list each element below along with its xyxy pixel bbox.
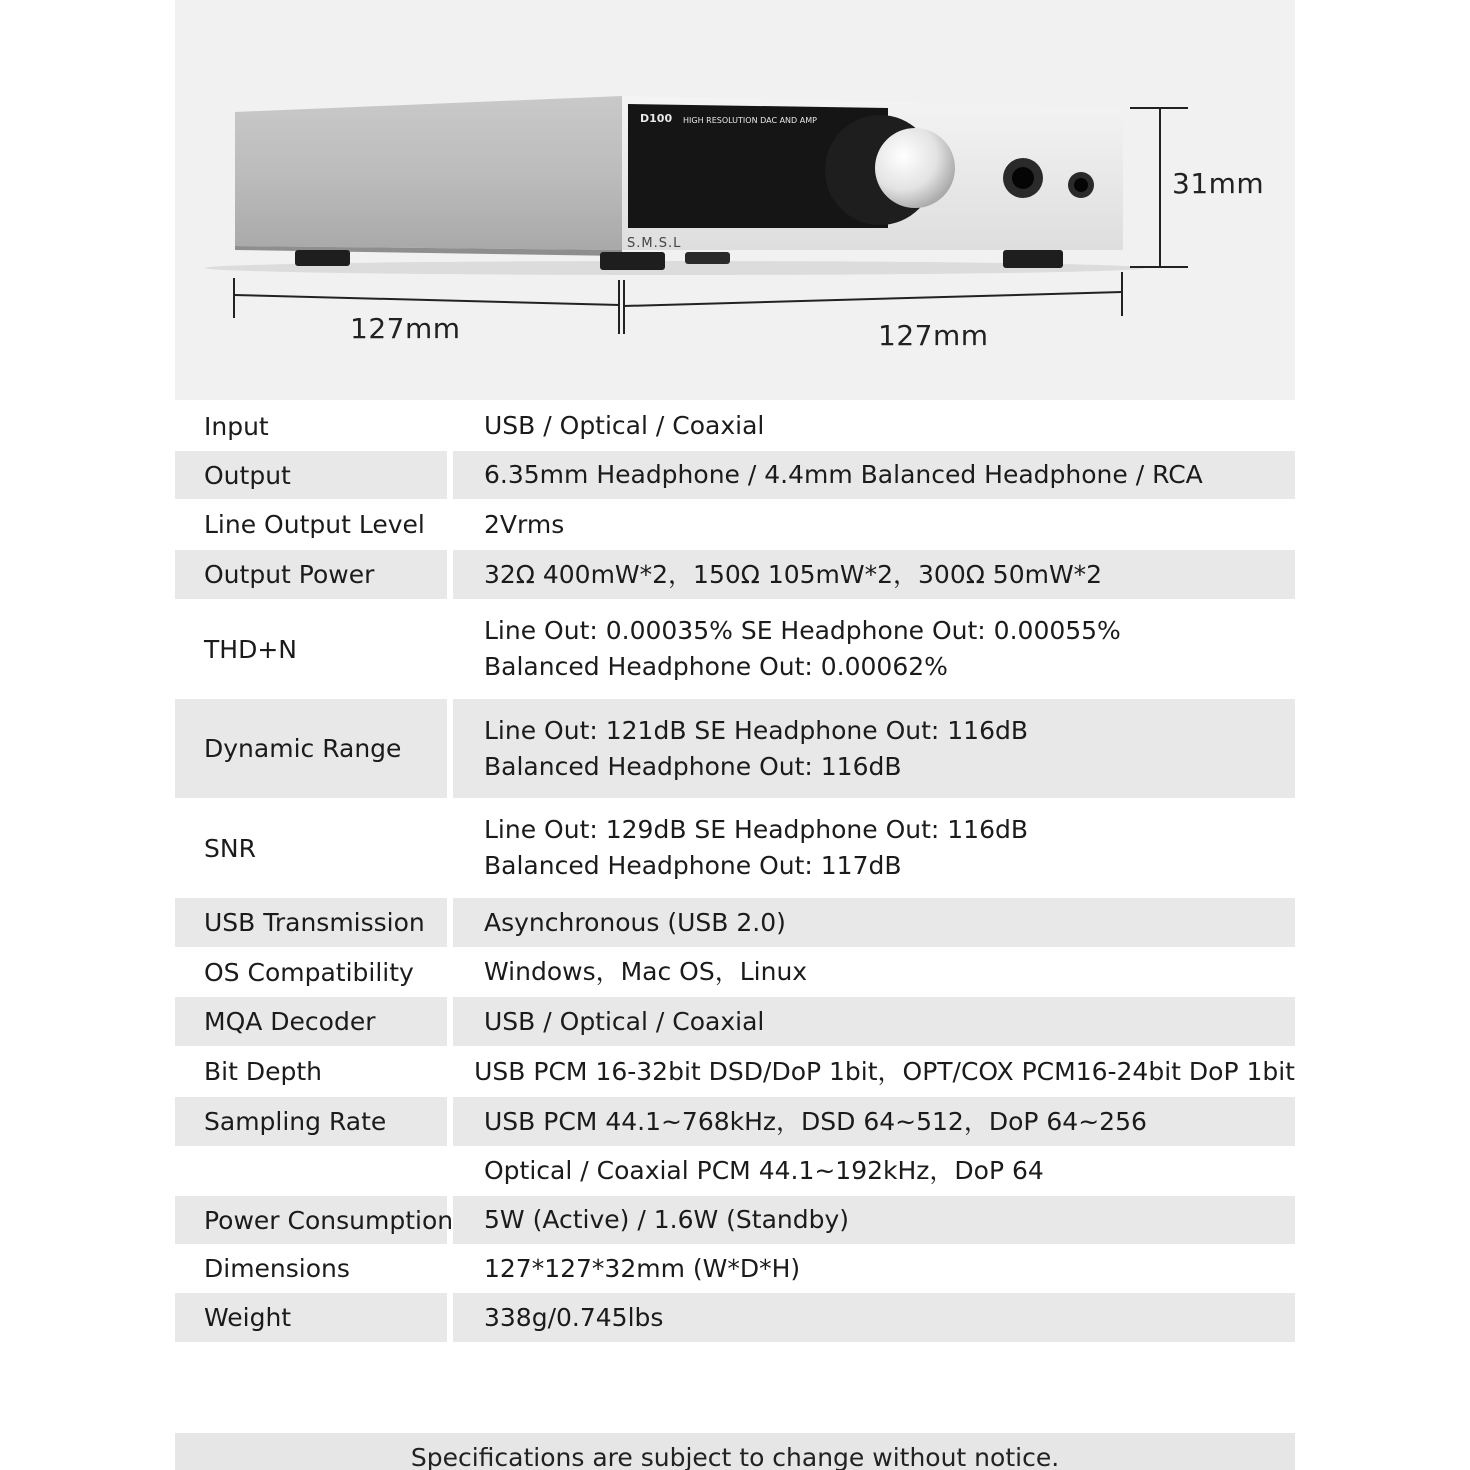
spec-value-cell (453, 1244, 1295, 1293)
device-side-panel (235, 96, 622, 250)
height-label: 31mm (1172, 167, 1265, 200)
spec-label (175, 1146, 447, 1196)
spec-row-line-output-level (175, 499, 1295, 550)
spec-label: Sampling Rate (175, 1097, 447, 1146)
volume-knob-icon (875, 128, 955, 208)
spec-label: Dynamic Range (175, 699, 447, 798)
spec-row-input (175, 401, 1295, 451)
spec-value: Balanced Headphone Out: 0.00062% (484, 652, 948, 681)
spec-row-output-power (175, 550, 1295, 599)
spec-row-bit-depth (175, 1046, 1295, 1097)
spec-label: Output Power (175, 550, 447, 599)
product-hero (175, 0, 1295, 400)
spec-label: Weight (175, 1293, 447, 1342)
spec-label: SNR (204, 833, 256, 863)
spec-value: Line Out: 121dB SE Headphone Out: 116dB (484, 715, 1029, 745)
spec-value: Balanced Headphone Out: 116dB (484, 751, 902, 781)
spec-row-mqa-decoder (175, 997, 1295, 1046)
spec-value-cell (443, 1046, 1295, 1097)
model-logo: D100 (640, 112, 673, 125)
spec-value-cell (453, 798, 1295, 898)
spec-value: USB PCM 16-32bit DSD/DoP 1bit，OPT/COX PCM16-24bit DoP 1bit (474, 1056, 1295, 1086)
depth-dim-line (624, 292, 1122, 306)
spec-row-dimensions (175, 1244, 1295, 1293)
device-foot (600, 252, 665, 270)
spec-row-power-consumption (175, 1196, 1295, 1244)
spec-value: Windows，Mac OS，Linux (484, 957, 808, 986)
spec-value: 338g/0.745lbs (484, 1302, 664, 1332)
spec-value-cell (453, 947, 1295, 997)
spec-value-cell (453, 699, 1295, 798)
device-foot (685, 252, 730, 264)
brand-logo: S.M.S.L (627, 236, 682, 251)
spec-value-cell (453, 1097, 1295, 1146)
spec-value: USB / Optical / Coaxial (484, 411, 765, 440)
jack-hole (1012, 167, 1034, 189)
spec-label: THD+N (204, 634, 297, 664)
spec-value: 5W (Active) / 1.6W (Standby) (484, 1205, 850, 1234)
jack-hole (1074, 178, 1088, 192)
spec-value: 32Ω 400mW*2，150Ω 105mW*2，300Ω 50mW*2 (484, 559, 1103, 589)
spec-label: Bit Depth (204, 1057, 322, 1086)
spec-value-cell (453, 499, 1295, 550)
device-foot (295, 250, 350, 266)
spec-value: Asynchronous (USB 2.0) (484, 907, 786, 937)
width-dim-line (234, 295, 620, 305)
width-label: 127mm (350, 312, 461, 345)
spec-row-sampling-rate-cont (175, 1146, 1295, 1196)
spec-value: Line Out: 0.00035% SE Headphone Out: 0.00055% (484, 616, 1121, 645)
front-label: HIGH RESOLUTION DAC AND AMP (683, 116, 817, 125)
spec-value-cell (453, 898, 1295, 947)
spec-label: Power Consumption (175, 1196, 447, 1244)
spec-value-cell (453, 997, 1295, 1046)
spec-value: 2Vrms (484, 509, 565, 539)
spec-label: OS Compatibility (204, 957, 414, 987)
spec-value: Line Out: 129dB SE Headphone Out: 116dB (484, 815, 1029, 844)
spec-value-cell (453, 401, 1295, 451)
spec-value-cell (453, 1196, 1295, 1244)
spec-value: USB / Optical / Coaxial (484, 1006, 765, 1036)
spec-label: Output (175, 451, 447, 499)
spec-value: Optical / Coaxial PCM 44.1~192kHz，DoP 64 (484, 1156, 1044, 1185)
spec-value-cell (453, 550, 1295, 599)
spec-value: Balanced Headphone Out: 117dB (484, 851, 902, 880)
spec-value: 6.35mm Headphone / 4.4mm Balanced Headphone / RCA (484, 460, 1203, 489)
spec-value-cell (453, 451, 1295, 499)
spec-value: 127*127*32mm (W*D*H) (484, 1253, 801, 1283)
spec-label: USB Transmission (175, 898, 447, 947)
device-foot (1003, 250, 1063, 268)
spec-row-dynamic-range (175, 699, 1295, 798)
product-diagram (175, 0, 1295, 400)
depth-label: 127mm (878, 319, 989, 352)
spec-row-thd-n (175, 599, 1295, 699)
spec-row-weight (175, 1293, 1295, 1342)
spec-label: MQA Decoder (175, 997, 447, 1046)
spec-row-output (175, 451, 1295, 499)
spec-table (175, 401, 1295, 1342)
spec-row-os-compatibility (175, 947, 1295, 997)
spec-value-cell (453, 599, 1295, 699)
spec-label: Line Output Level (204, 510, 425, 539)
spec-label: Dimensions (204, 1254, 350, 1283)
spec-row-sampling-rate (175, 1097, 1295, 1146)
spec-value: USB PCM 44.1~768kHz，DSD 64~512，DoP 64~256 (484, 1106, 1147, 1136)
disclaimer-notice: Specifications are subject to change without notice. (175, 1433, 1295, 1470)
spec-label: Input (204, 411, 269, 441)
spec-row-usb-transmission (175, 898, 1295, 947)
spec-value-cell (453, 1146, 1295, 1196)
spec-row-snr (175, 798, 1295, 898)
spec-value-cell (453, 1293, 1295, 1342)
